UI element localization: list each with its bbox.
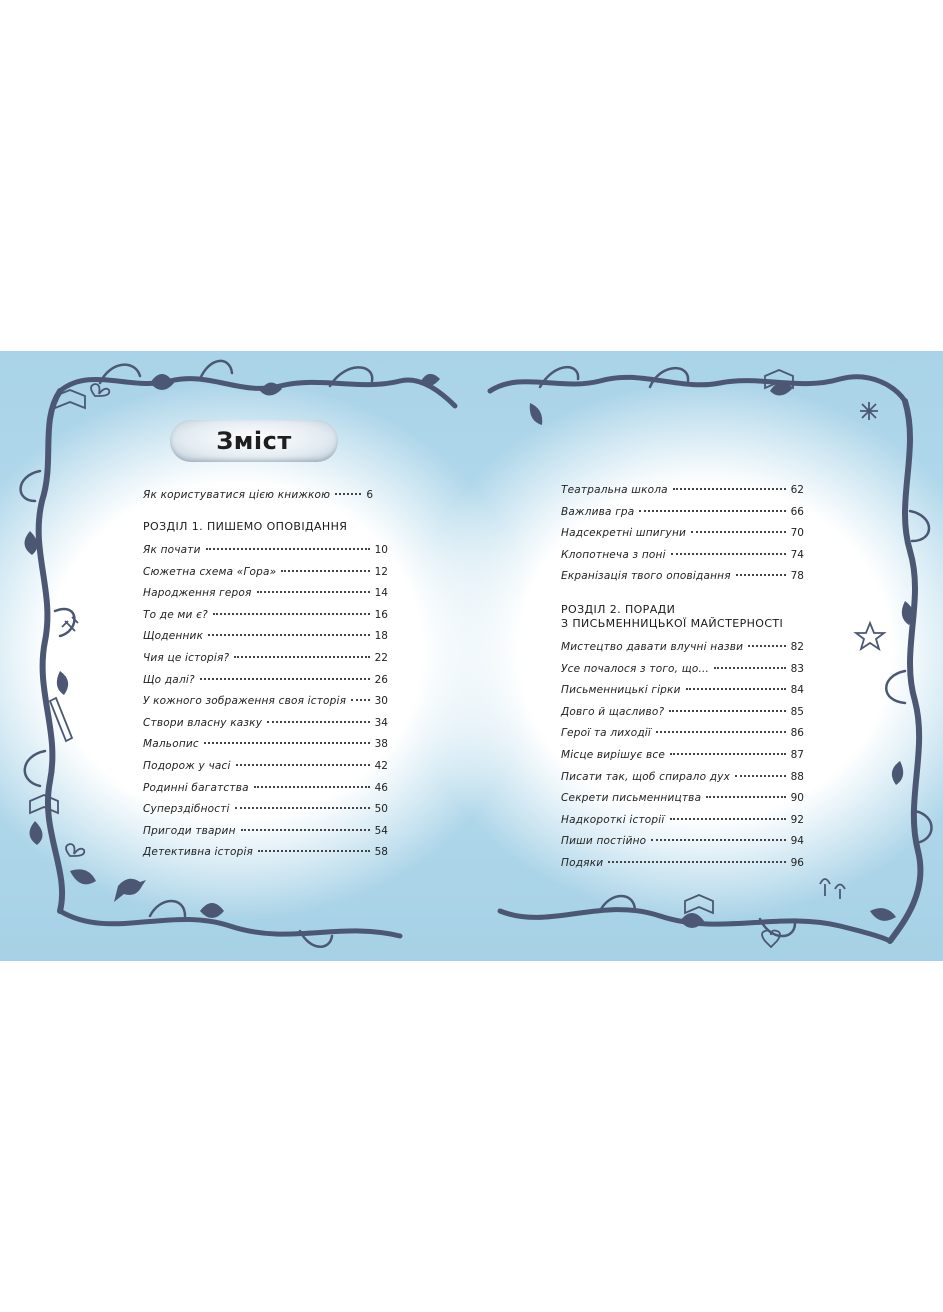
dot-leader bbox=[236, 764, 370, 766]
toc-entry-title: Важлива гра bbox=[561, 505, 635, 518]
toc-entry-title: Писати так, щоб спирало дух bbox=[561, 770, 731, 783]
dot-leader bbox=[281, 570, 369, 572]
dot-leader bbox=[258, 850, 370, 852]
toc-entry-title: Театральна школа bbox=[561, 484, 668, 496]
dot-leader bbox=[669, 710, 785, 712]
toc-entry-title: Що далі? bbox=[143, 673, 195, 686]
toc-entry-title: Чия це історія? bbox=[143, 652, 230, 664]
toc-entry[interactable] bbox=[143, 650, 388, 666]
dot-leader bbox=[706, 796, 785, 798]
toc-entry[interactable] bbox=[561, 855, 804, 871]
toc-entry[interactable] bbox=[561, 833, 804, 849]
dot-leader bbox=[639, 510, 785, 512]
toc-entry-title: Довго й щасливо? bbox=[561, 705, 665, 718]
toc-entry-page: 85 bbox=[790, 705, 804, 718]
toc-entry-page: 84 bbox=[790, 684, 804, 697]
toc-entry-page: 74 bbox=[790, 548, 804, 561]
dot-leader bbox=[267, 721, 369, 723]
dot-leader bbox=[736, 574, 786, 576]
toc-entry[interactable] bbox=[561, 682, 804, 698]
page-title: Зміст bbox=[216, 427, 292, 455]
toc-entry-page: 46 bbox=[374, 781, 388, 794]
toc-entry-page: 54 bbox=[374, 824, 388, 837]
toc-entry-title: То де ми є? bbox=[143, 608, 208, 621]
dot-leader bbox=[670, 818, 786, 820]
dot-leader bbox=[651, 839, 785, 841]
toc-entry[interactable] bbox=[143, 628, 388, 644]
toc-entry[interactable] bbox=[143, 780, 388, 796]
dot-leader bbox=[686, 688, 786, 690]
toc-entry-page: 88 bbox=[790, 770, 804, 783]
toc-entry-title: Мальопис bbox=[143, 738, 199, 751]
toc-entry-page: 50 bbox=[374, 803, 388, 816]
toc-entry[interactable] bbox=[143, 801, 388, 817]
toc-entry[interactable] bbox=[561, 525, 804, 541]
toc-entry[interactable] bbox=[143, 693, 388, 709]
toc-entry[interactable] bbox=[143, 607, 388, 623]
toc-entry-page: 12 bbox=[374, 565, 388, 578]
section-heading: РОЗДІЛ 1. ПИШЕМО ОПОВІДАННЯ bbox=[143, 520, 348, 533]
toc-entry-title: Клопотнеча з поні bbox=[561, 548, 666, 561]
dot-leader bbox=[213, 613, 370, 615]
toc-entry[interactable] bbox=[561, 504, 804, 520]
toc-entry-page: 38 bbox=[374, 738, 388, 751]
dot-leader bbox=[241, 829, 370, 831]
dot-leader bbox=[691, 531, 786, 533]
toc-entry-title: Сюжетна схема «Гора» bbox=[143, 565, 277, 578]
left-toc bbox=[143, 487, 388, 887]
toc-entry[interactable] bbox=[561, 482, 804, 498]
toc-entry-page: 16 bbox=[374, 608, 388, 621]
toc-entry-page: 96 bbox=[790, 857, 804, 869]
dot-leader bbox=[670, 753, 786, 755]
toc-entry[interactable] bbox=[561, 790, 804, 806]
toc-entry-page: 10 bbox=[374, 544, 388, 556]
toc-entry-title: Письменницькі гірки bbox=[561, 684, 681, 697]
toc-entry-title: Як почати bbox=[143, 544, 201, 556]
toc-entry[interactable] bbox=[143, 672, 388, 688]
toc-entry-page: 66 bbox=[790, 505, 804, 518]
toc-entry-title: Створи власну казку bbox=[143, 716, 263, 729]
toc-entry-title: Детективна історія bbox=[143, 846, 254, 859]
dot-leader bbox=[200, 678, 370, 680]
section-heading-line-2: З ПИСЬМЕННИЦЬКОЇ МАЙСТЕРНОСТІ bbox=[561, 617, 784, 630]
toc-entry-title: Секрети письменництва bbox=[561, 792, 702, 805]
toc-entry[interactable] bbox=[561, 547, 804, 563]
dot-leader bbox=[608, 861, 785, 863]
toc-entry[interactable] bbox=[561, 769, 804, 785]
toc-entry-page: 22 bbox=[374, 652, 388, 664]
dot-leader bbox=[656, 731, 786, 733]
toc-entry[interactable] bbox=[143, 823, 388, 839]
toc-entry[interactable] bbox=[561, 812, 804, 828]
toc-entry-page: 58 bbox=[374, 846, 388, 859]
toc-entry-page: 82 bbox=[790, 641, 804, 653]
dot-leader bbox=[206, 548, 370, 550]
dot-leader bbox=[748, 645, 785, 647]
toc-entry-page: 90 bbox=[790, 792, 804, 805]
toc-entry[interactable] bbox=[143, 736, 388, 752]
toc-entry[interactable] bbox=[143, 585, 388, 601]
toc-entry-title: Пиши постійно bbox=[561, 835, 647, 848]
toc-entry-page: 94 bbox=[790, 835, 804, 848]
toc-entry-page: 14 bbox=[374, 587, 388, 600]
toc-entry-page: 34 bbox=[374, 716, 388, 729]
toc-entry-intro[interactable] bbox=[143, 487, 373, 503]
toc-entry[interactable] bbox=[561, 747, 804, 763]
toc-entry-page: 18 bbox=[374, 630, 388, 643]
section-heading-line-1: РОЗДІЛ 2. ПОРАДИ bbox=[561, 603, 676, 616]
toc-entry-title: Надсекретні шпигуни bbox=[561, 527, 687, 539]
toc-entry[interactable] bbox=[143, 564, 388, 580]
dot-leader bbox=[208, 634, 370, 636]
toc-entry[interactable] bbox=[143, 844, 388, 860]
toc-entry-title: Подяки bbox=[561, 857, 604, 869]
toc-entry-page: 87 bbox=[790, 749, 804, 761]
toc-entry[interactable] bbox=[143, 542, 388, 558]
toc-entry-page: 78 bbox=[790, 570, 804, 582]
dot-leader bbox=[714, 667, 786, 669]
toc-entry-page: 86 bbox=[790, 727, 804, 740]
toc-entry-title: Мистецтво давати влучні назви bbox=[561, 641, 744, 653]
toc-entry[interactable] bbox=[143, 715, 388, 731]
toc-entry[interactable] bbox=[561, 568, 804, 584]
dot-leader bbox=[235, 807, 370, 809]
toc-entry-title: Як користуватися цією книжкою bbox=[143, 489, 331, 501]
toc-entry-title: Надкороткі історії bbox=[561, 813, 665, 826]
section-heading-2 bbox=[561, 603, 783, 631]
toc-entry-title: Пригоди тварин bbox=[143, 824, 236, 837]
toc-entry-title: У кожного зображення своя історія bbox=[143, 695, 347, 708]
dot-leader bbox=[673, 488, 786, 490]
toc-entry-title: Герої та лиходії bbox=[561, 727, 652, 740]
toc-entry-title: Родинні багатства bbox=[143, 781, 249, 794]
dot-leader bbox=[234, 656, 369, 658]
dot-leader bbox=[351, 699, 369, 701]
right-toc bbox=[561, 482, 804, 882]
title-banner bbox=[170, 420, 338, 462]
toc-entry[interactable] bbox=[561, 704, 804, 720]
dot-leader bbox=[671, 553, 786, 555]
dot-leader bbox=[257, 591, 370, 593]
toc-entry-title: Усе почалося з того, що... bbox=[561, 662, 710, 675]
toc-entry-page: 70 bbox=[790, 527, 804, 539]
toc-entry[interactable] bbox=[561, 661, 804, 677]
toc-entry-page: 26 bbox=[374, 673, 388, 686]
toc-entry[interactable] bbox=[143, 758, 388, 774]
dot-leader bbox=[335, 493, 361, 495]
toc-entry-title: Місце вирішує все bbox=[561, 749, 666, 761]
toc-entry-page: 92 bbox=[790, 813, 804, 826]
toc-entry-page: 6 bbox=[366, 489, 373, 501]
toc-entry-title: Щоденник bbox=[143, 630, 204, 643]
toc-entry-page: 30 bbox=[374, 695, 388, 708]
dot-leader bbox=[254, 786, 370, 788]
toc-entry-title: Суперздібності bbox=[143, 803, 230, 816]
toc-entry-title: Народження героя bbox=[143, 587, 252, 600]
book-spread bbox=[0, 351, 943, 961]
toc-entry-page: 62 bbox=[790, 484, 804, 496]
toc-entry[interactable] bbox=[561, 639, 804, 655]
dot-leader bbox=[204, 742, 370, 744]
toc-entry-page: 42 bbox=[374, 760, 388, 772]
dot-leader bbox=[735, 775, 786, 777]
toc-entry-title: Подорож у часі bbox=[143, 760, 231, 772]
toc-entry[interactable] bbox=[561, 725, 804, 741]
toc-entry-page: 83 bbox=[790, 662, 804, 675]
toc-entry-title: Екранізація твого оповідання bbox=[561, 570, 731, 582]
